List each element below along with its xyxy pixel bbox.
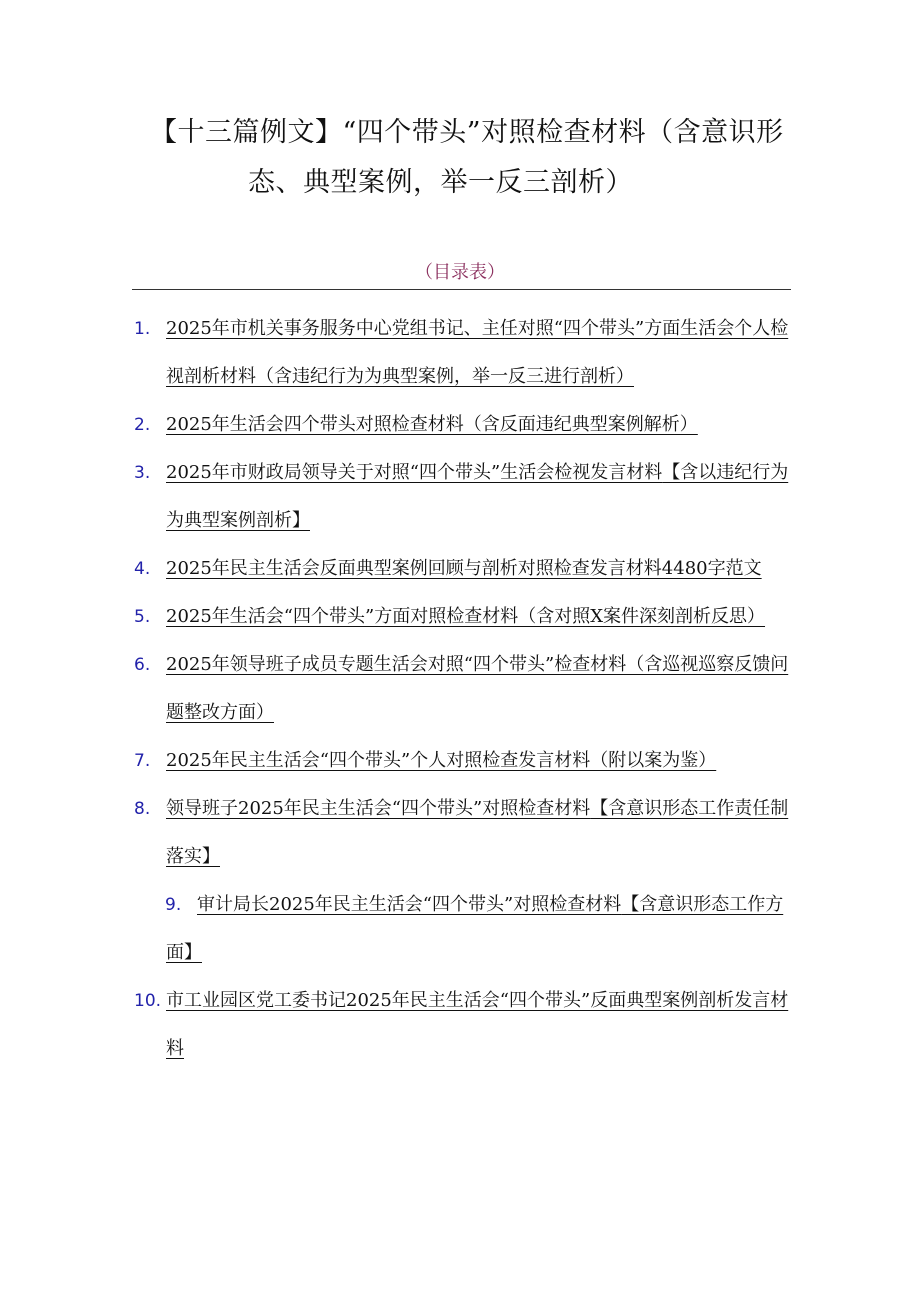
toc-entry-tail: 【含以违纪行为为典型案例剖析】 — [166, 462, 789, 531]
toc-entry-5[interactable] — [132, 593, 797, 641]
toc-entry-1[interactable] — [132, 305, 797, 401]
toc-entry-3[interactable] — [132, 449, 797, 545]
toc-divider — [132, 289, 791, 290]
toc-entry-number: 10. — [134, 991, 162, 1011]
toc-entry-tail: 【含意识形态工作方面】 — [166, 894, 784, 963]
toc-entry-tail: 【含意识形态工作责任制落实】 — [166, 798, 789, 867]
toc-entry-2[interactable] — [132, 401, 797, 449]
toc-entry-7[interactable] — [132, 737, 797, 785]
toc-entry-link[interactable]: 2025年生活会四个带头对照检查材料（含反面违纪典型案例解析） — [166, 414, 698, 435]
toc-entry-link[interactable] — [132, 785, 797, 881]
toc-entry-number: 3. — [134, 463, 151, 483]
title-line-2: 态、典型案例，举一反三剖析） — [248, 167, 633, 198]
toc-entry-link[interactable] — [132, 881, 797, 977]
toc-entry-link[interactable]: 市工业园区党工委书记2025年民主生活会“四个带头”反面典型案例剖析发言材料 — [166, 990, 789, 1059]
toc-entry-number: 4. — [134, 559, 151, 579]
toc-entry-4[interactable] — [132, 545, 797, 593]
toc-entry-link-text[interactable]: 领导班子2025年民主生活会“四个带头”对照检查材料 — [166, 798, 591, 819]
toc-entry-number: 2. — [134, 415, 151, 435]
document-title — [150, 108, 810, 208]
toc-entry-9[interactable] — [132, 881, 797, 977]
toc-entry-6[interactable] — [132, 641, 797, 737]
toc-entry-link-text[interactable]: 2025年市财政局领导关于对照“四个带头”生活会检视发言材料 — [166, 462, 663, 483]
toc-entry-link[interactable]: 2025年生活会“四个带头”方面对照检查材料（含对照X案件深刻剖析反思） — [166, 606, 766, 627]
toc-entry-link-text[interactable]: 审计局长2025年民主生活会“四个带头”对照检查材料 — [197, 894, 622, 915]
toc-entry-link[interactable]: 2025年市机关事务服务中心党组书记、主任对照“四个带头”方面生活会个人检视剖析材料（含违纪行为为典型案例，举一反三进行剖析） — [166, 318, 789, 387]
toc-entry-number: 1. — [134, 319, 151, 339]
toc-entry-number: 7. — [134, 751, 151, 771]
toc-entry-number: 5. — [134, 607, 151, 627]
toc-entry-link[interactable]: 2025年领导班子成员专题生活会对照“四个带头”检查材料（含巡视巡察反馈问题整改方面） — [166, 654, 789, 723]
title-line-1: 【十三篇例文】“四个带头”对照检查材料（含意识形 — [150, 117, 784, 148]
toc-entry-number: 8. — [134, 799, 151, 819]
toc-entry-link[interactable]: 2025年民主生活会反面典型案例回顾与剖析对照检查发言材料4480字范文 — [166, 558, 762, 579]
toc-entry-number: 9. — [165, 895, 182, 915]
toc-entry-number: 6. — [134, 655, 151, 675]
toc-entry-link[interactable]: 2025年民主生活会“四个带头”个人对照检查发言材料（附以案为鉴） — [166, 750, 717, 771]
toc-entry-link[interactable] — [132, 449, 797, 545]
table-of-contents — [132, 305, 797, 1073]
toc-entry-10[interactable] — [132, 977, 797, 1073]
toc-entry-8[interactable] — [132, 785, 797, 881]
toc-label: （目录表） — [415, 262, 505, 283]
